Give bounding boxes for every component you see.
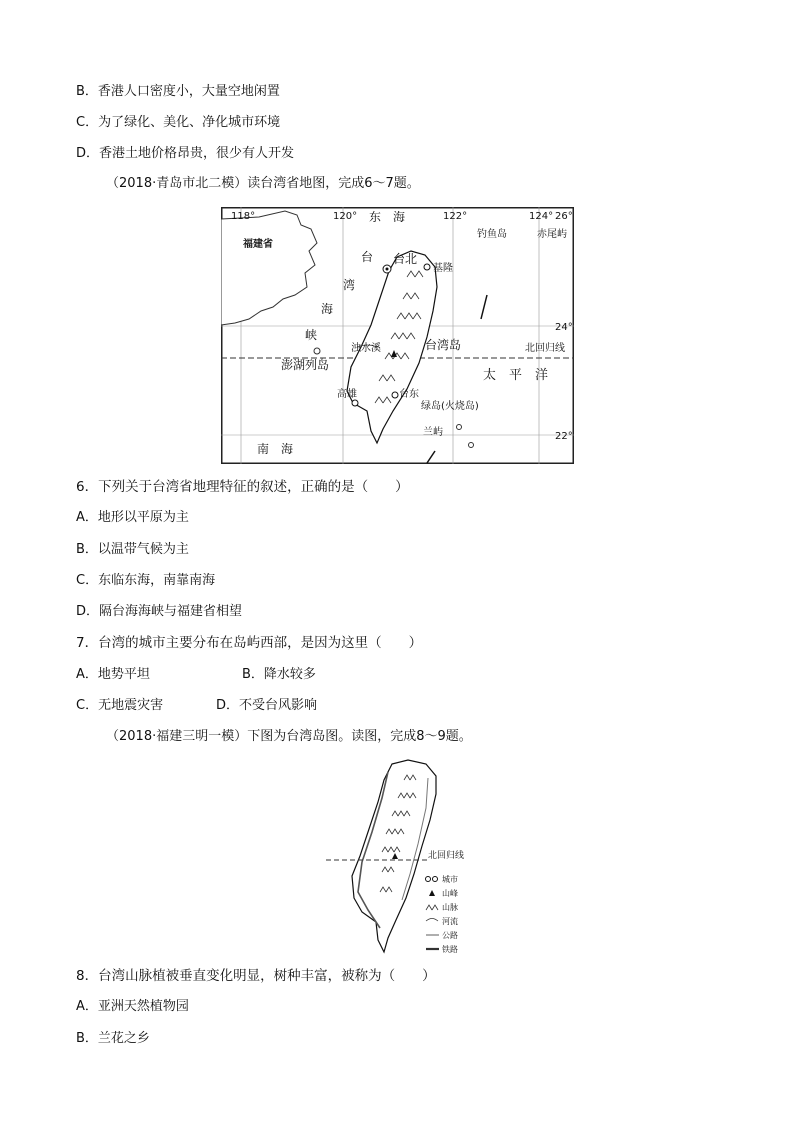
gaoxiong-city-icon <box>352 400 358 406</box>
gaoxiong-label: 高雄 <box>337 389 357 400</box>
lat-22-label: 22° <box>555 431 573 442</box>
legend <box>426 874 459 954</box>
legend-peak-icon <box>429 890 435 896</box>
nanhai-label: 南 海 <box>257 442 294 456</box>
legend-river-icon <box>426 919 438 922</box>
taidong-label: 台东 <box>399 389 419 400</box>
tropic-label: 北回归线 <box>428 851 465 861</box>
penghu-label: 澎湖列岛 <box>281 358 330 372</box>
q5-option-b: B．香港人口密度小，大量空地闲置 <box>76 84 280 99</box>
legend-highway: 公路 <box>442 931 458 940</box>
taiwan-island-label: 台湾岛 <box>425 338 462 352</box>
diaoyu-label: 钓鱼岛 <box>477 229 507 240</box>
jilong-label: 基隆 <box>433 263 453 274</box>
q5-option-c: C．为了绿化、美化、净化城市环境 <box>76 115 281 130</box>
lanyu-island-icon <box>469 443 474 448</box>
strait-label-tai: 台 <box>361 250 374 264</box>
lon-120-label: 120° <box>333 211 358 222</box>
q7-option-d: D．不受台风影响 <box>216 698 318 713</box>
strait-label-xia: 峡 <box>305 328 318 342</box>
lon-124-label: 124° <box>529 211 554 222</box>
taiping-ocean-label: 太 平 洋 <box>483 368 549 383</box>
legend-railway: 铁路 <box>442 945 458 954</box>
q5-option-d: D．香港土地价格昂贵，很少有人开发 <box>76 146 295 161</box>
q6-option-c: C．东临东海，南靠南海 <box>76 573 216 588</box>
legend-city-icon <box>426 877 431 882</box>
q8-option-b: B．兰花之乡 <box>76 1031 150 1046</box>
chiwei-label: 赤尾屿 <box>537 229 567 240</box>
intro-q6-7: （2018·青岛市北二模）读台湾省地图，完成6～7题。 <box>106 176 420 191</box>
legend-range-icon <box>426 905 438 910</box>
penghu-islands-icon <box>314 348 320 354</box>
lvdao-island-icon <box>457 425 462 430</box>
taiwan-map <box>221 207 574 464</box>
donghai-label: 东 海 <box>369 210 406 224</box>
zhuoshui-label: 浊水溪 <box>351 343 381 354</box>
q7-option-a: A．地势平坦 <box>76 667 150 682</box>
strait-label-hai: 海 <box>321 302 334 316</box>
tropic-label: 北回归线 <box>525 343 565 354</box>
lanyu-label: 兰屿 <box>423 427 443 438</box>
q7-option-b: B．降水较多 <box>242 667 316 682</box>
intro-q8-9: （2018·福建三明一模）下图为台湾岛图。读图，完成8～9题。 <box>106 729 472 744</box>
lon-118-label: 118° <box>231 211 256 222</box>
taiwan-island-map <box>324 758 474 958</box>
legend-city: 城市 <box>442 875 458 884</box>
lat-26-label: 26° <box>555 211 573 222</box>
legend-range: 山脉 <box>442 903 458 912</box>
q7-option-c: C．无地震灾害 <box>76 698 164 713</box>
q8-option-a: A．亚洲天然植物园 <box>76 999 189 1014</box>
q6-option-b: B．以温带气候为主 <box>76 542 189 557</box>
lat-24-label: 24° <box>555 322 573 333</box>
q7-stem: 7．台湾的城市主要分布在岛屿西部，是因为这里（ ） <box>76 635 423 651</box>
q6-stem: 6．下列关于台湾省地理特征的叙述，正确的是（ ） <box>76 479 409 495</box>
jilong-city-icon <box>424 264 430 270</box>
taiwan-island-map-svg <box>324 758 474 958</box>
taidong-city-icon <box>392 392 398 398</box>
legend-river: 河流 <box>442 917 458 926</box>
fujian-label: 福建省 <box>243 239 273 250</box>
lon-122-label: 122° <box>443 211 468 222</box>
taibei-label: 台北 <box>393 252 418 266</box>
strait-label-wan: 湾 <box>343 278 356 292</box>
q6-option-a: A．地形以平原为主 <box>76 510 189 525</box>
q8-stem: 8．台湾山脉植被垂直变化明显，树种丰富，被称为（ ） <box>76 968 436 984</box>
q6-option-d: D．隔台海海峡与福建省相望 <box>76 604 243 619</box>
taiwan-map-svg <box>221 207 574 464</box>
lvdao-label: 绿岛(火烧岛) <box>421 401 479 412</box>
legend-peak: 山峰 <box>442 889 458 898</box>
